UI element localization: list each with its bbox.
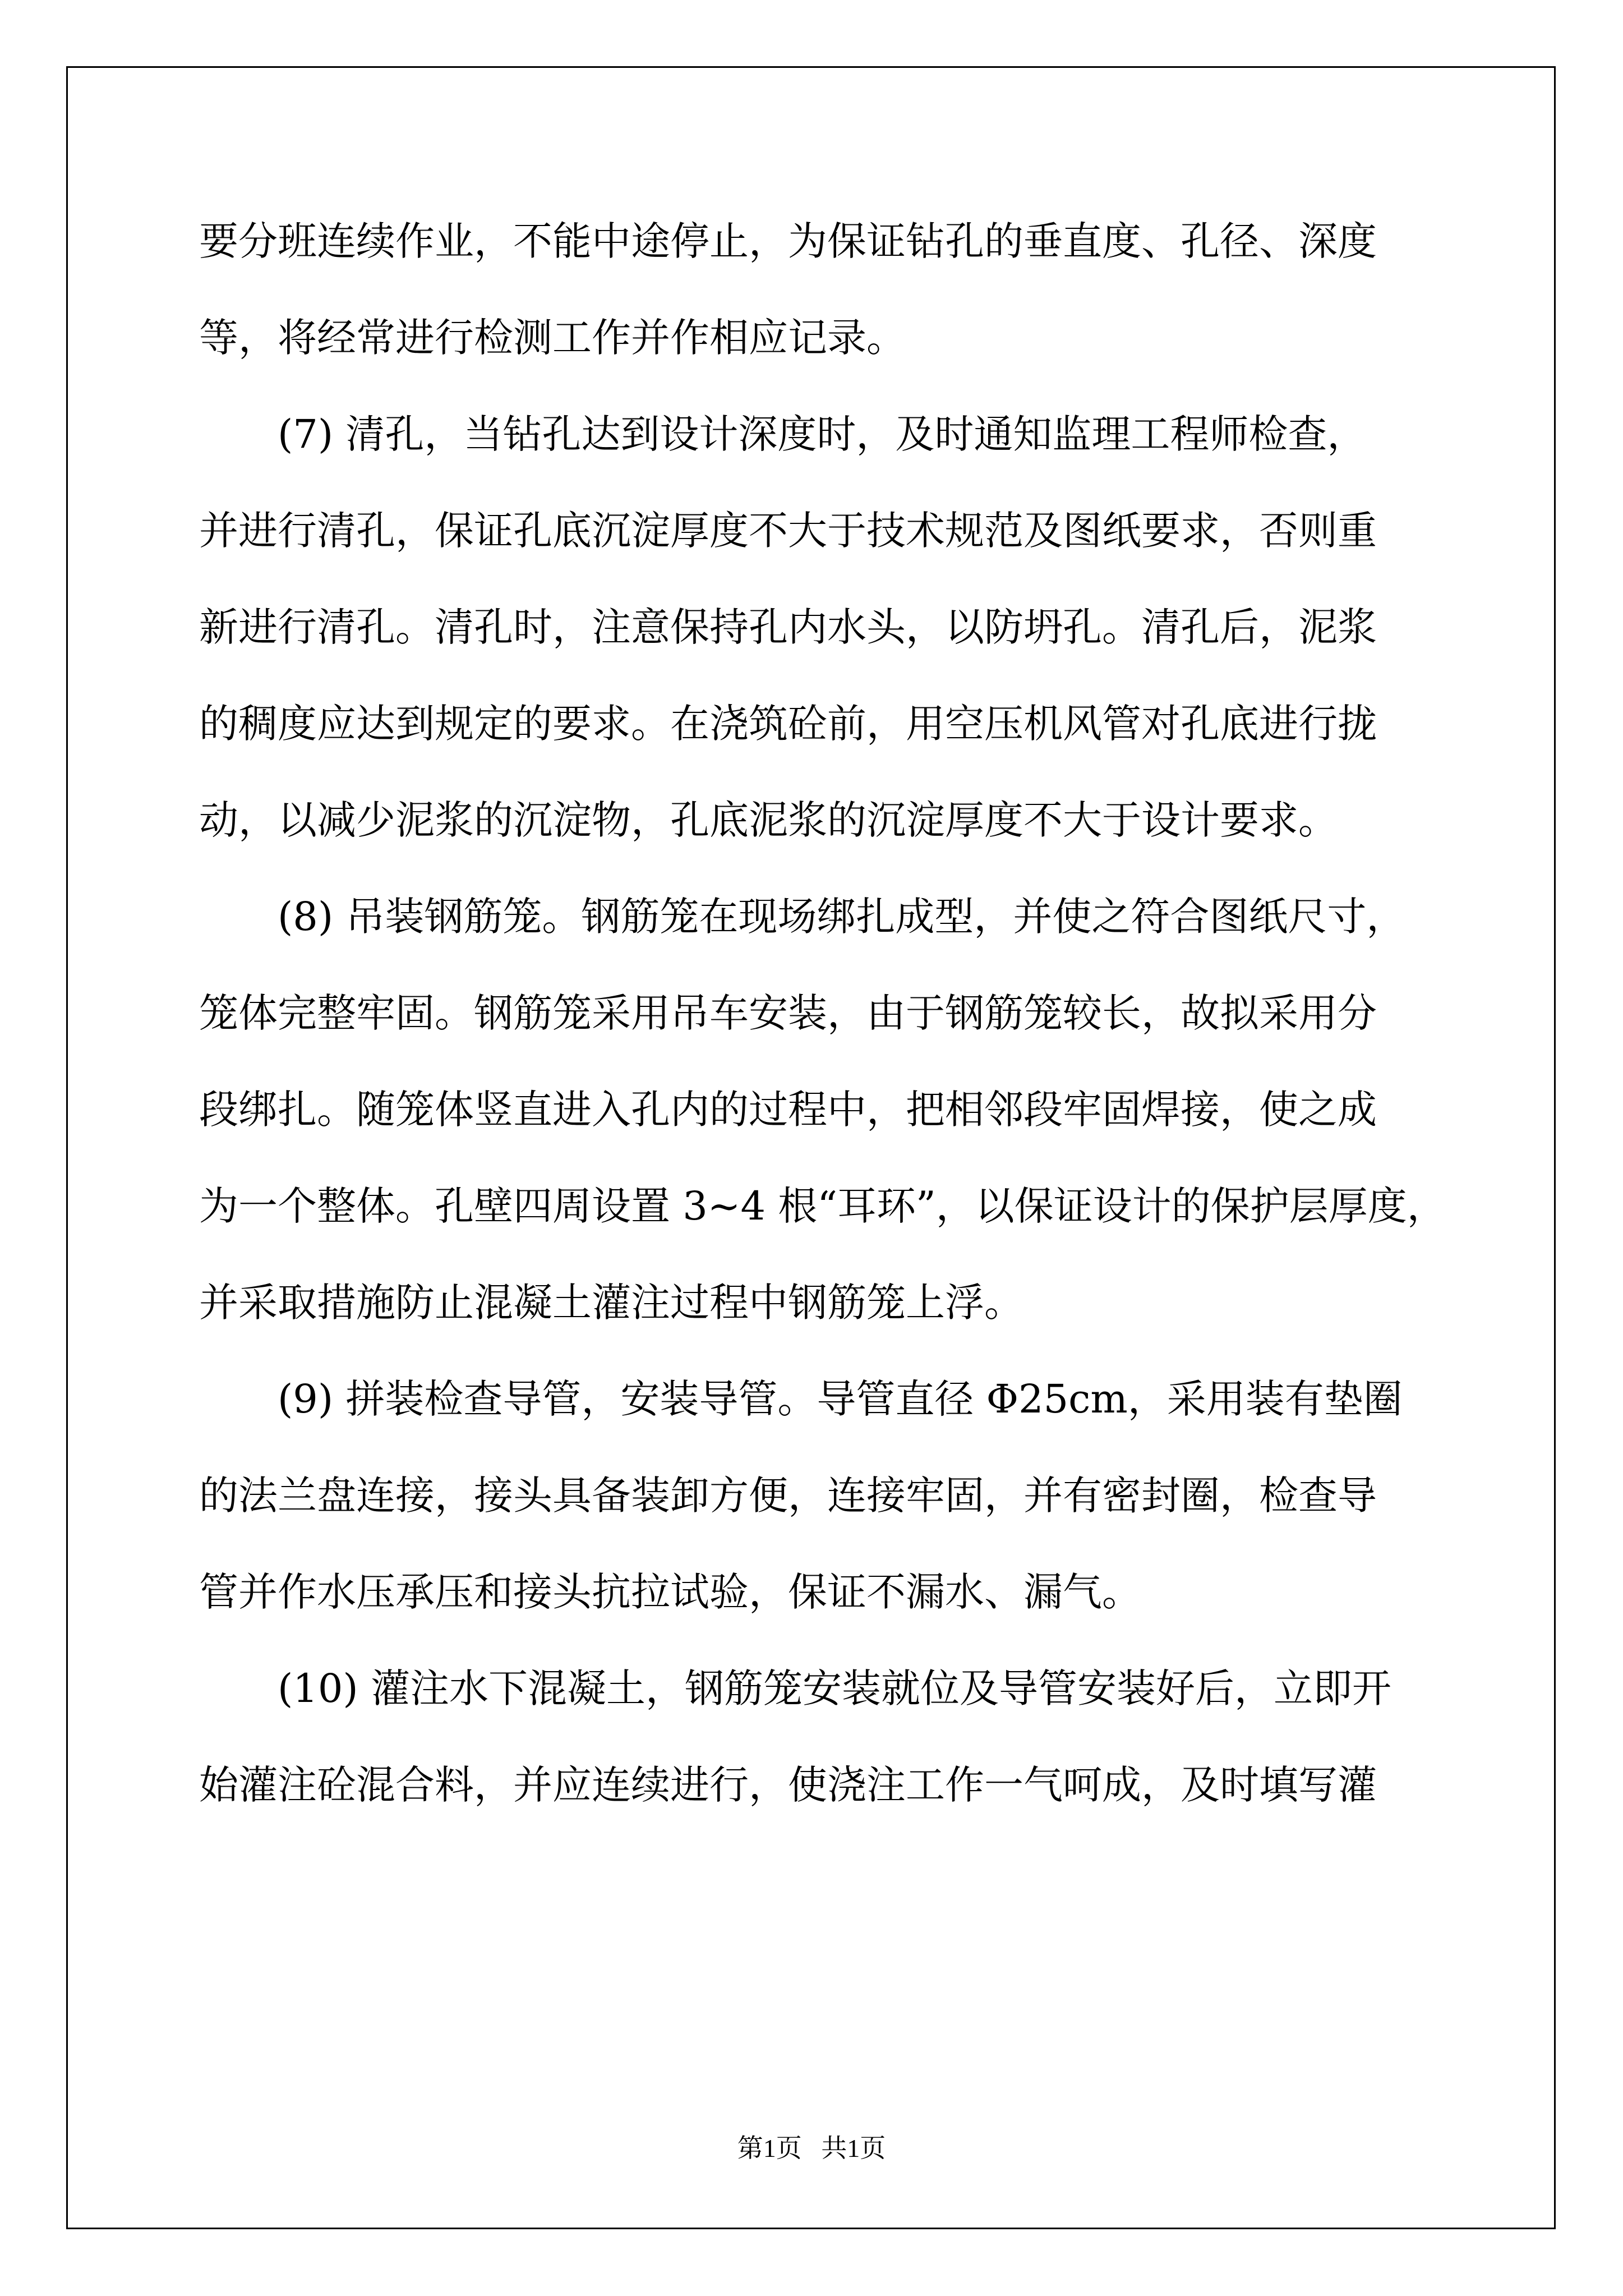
- text-line: 要分班连续作业，不能中途停止，为保证钻孔的垂直度、孔径、深度: [199, 218, 1377, 264]
- text-line: 为一个整体。孔壁四周设置 3~4 根“耳环”，以保证设计的保护层厚度，: [199, 1183, 1446, 1229]
- paragraph-10-start: (10) 灌注水下混凝土，钢筋笼安装就位及导管安装好后，立即开: [278, 1665, 1391, 1711]
- document-body: [199, 213, 1446, 1853]
- text-line: 并采取措施防止混凝土灌注过程中钢筋笼上浮。: [199, 1280, 1023, 1326]
- paragraph-7-start: (7) 清孔，当钻孔达到设计深度时，及时通知监理工程师检查，: [278, 411, 1367, 457]
- text-line: 笼体完整牢固。钢筋笼采用吊车安装，由于钢筋笼较长，故拟采用分: [199, 990, 1377, 1036]
- text-line: 段绑扎。随笼体竖直进入孔内的过程中，把相邻段牢固焊接，使之成: [199, 1087, 1377, 1133]
- text-line: 动，以减少泥浆的沉淀物，孔底泥浆的沉淀厚度不大于设计要求。: [199, 797, 1338, 843]
- page-number-footer: 第1页 共1页: [737, 2134, 886, 2162]
- paragraph-8-start: (8) 吊装钢筋笼。钢筋笼在现场绑扎成型，并使之符合图纸尺寸，: [278, 894, 1406, 940]
- text-line: 的稠度应达到规定的要求。在浇筑砼前，用空压机风管对孔底进行拢: [199, 701, 1377, 747]
- text-line: 等，将经常进行检测工作并作相应记录。: [199, 315, 906, 361]
- text-line: 管并作水压承压和接头抗拉试验，保证不漏水、漏气。: [199, 1569, 1141, 1615]
- text-line: 新进行清孔。清孔时，注意保持孔内水头，以防坍孔。清孔后，泥浆: [199, 604, 1377, 650]
- paragraph-9-start: (9) 拼装检查导管，安装导管。导管直径 Φ25cm，采用装有垫圈: [278, 1376, 1403, 1422]
- text-line: 的法兰盘连接，接头具备装卸方便，连接牢固，并有密封圈，检查导: [199, 1473, 1377, 1519]
- text-line: 始灌注砼混合料，并应连续进行，使浇注工作一气呵成，及时填写灌: [199, 1762, 1377, 1808]
- text-line: 并进行清孔，保证孔底沉淀厚度不大于技术规范及图纸要求，否则重: [199, 508, 1377, 554]
